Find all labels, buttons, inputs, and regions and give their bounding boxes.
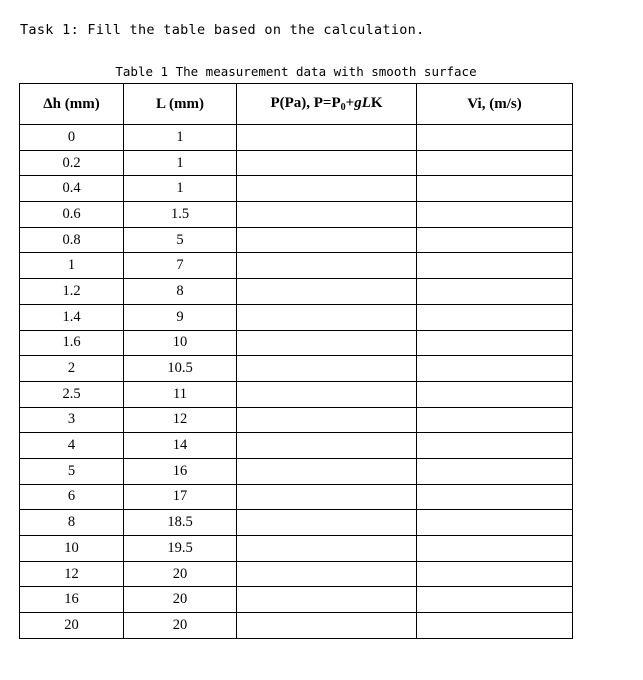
cell-length: 12 (124, 407, 237, 433)
cell-velocity[interactable] (417, 125, 573, 151)
table-row (20, 458, 573, 484)
table-row (20, 407, 573, 433)
cell-delta-h: 0.8 (20, 227, 124, 253)
cell-pressure[interactable] (237, 484, 417, 510)
cell-pressure[interactable] (237, 536, 417, 562)
cell-delta-h: 6 (20, 484, 124, 510)
table-row (20, 356, 573, 382)
header-pressure-subscript: 0 (340, 102, 346, 113)
cell-delta-h: 0.2 (20, 150, 124, 176)
cell-delta-h: 20 (20, 613, 124, 639)
cell-delta-h: 8 (20, 510, 124, 536)
cell-delta-h: 1 (20, 253, 124, 279)
cell-delta-h: 1.6 (20, 330, 124, 356)
cell-length: 20 (124, 587, 237, 613)
cell-length: 10.5 (124, 356, 237, 382)
cell-velocity[interactable] (417, 484, 573, 510)
cell-delta-h: 4 (20, 433, 124, 459)
cell-velocity[interactable] (417, 381, 573, 407)
cell-length: 16 (124, 458, 237, 484)
header-velocity: Vi, (m/s) (417, 84, 573, 125)
cell-delta-h: 0.4 (20, 176, 124, 202)
cell-length: 7 (124, 253, 237, 279)
header-pressure-italic: gL (354, 95, 371, 111)
cell-length: 8 (124, 279, 237, 305)
cell-delta-h: 2.5 (20, 381, 124, 407)
table-row (20, 536, 573, 562)
cell-velocity[interactable] (417, 253, 573, 279)
cell-velocity[interactable] (417, 356, 573, 382)
table-body (20, 125, 573, 639)
table-row (20, 330, 573, 356)
cell-pressure[interactable] (237, 433, 417, 459)
cell-delta-h: 1.2 (20, 279, 124, 305)
cell-pressure[interactable] (237, 125, 417, 151)
cell-velocity[interactable] (417, 458, 573, 484)
cell-delta-h: 12 (20, 561, 124, 587)
cell-pressure[interactable] (237, 253, 417, 279)
table-row (20, 561, 573, 587)
cell-pressure[interactable] (237, 176, 417, 202)
cell-length: 1 (124, 176, 237, 202)
cell-delta-h: 3 (20, 407, 124, 433)
cell-length: 1.5 (124, 202, 237, 228)
cell-pressure[interactable] (237, 330, 417, 356)
cell-pressure[interactable] (237, 304, 417, 330)
cell-velocity[interactable] (417, 150, 573, 176)
table-row (20, 381, 573, 407)
header-delta-h: Δh (mm) (20, 84, 124, 125)
cell-velocity[interactable] (417, 202, 573, 228)
header-pressure-prefix: P(Pa), P=P (270, 95, 341, 111)
cell-pressure[interactable] (237, 202, 417, 228)
cell-velocity[interactable] (417, 613, 573, 639)
cell-velocity[interactable] (417, 587, 573, 613)
cell-delta-h: 10 (20, 536, 124, 562)
cell-velocity[interactable] (417, 279, 573, 305)
cell-pressure[interactable] (237, 613, 417, 639)
cell-delta-h: 0 (20, 125, 124, 151)
cell-velocity[interactable] (417, 561, 573, 587)
cell-length: 11 (124, 381, 237, 407)
table-row (20, 279, 573, 305)
cell-length: 10 (124, 330, 237, 356)
cell-delta-h: 2 (20, 356, 124, 382)
header-pressure-plus: + (345, 95, 355, 111)
table-row (20, 253, 573, 279)
cell-delta-h: 1.4 (20, 304, 124, 330)
cell-pressure[interactable] (237, 381, 417, 407)
table-row (20, 150, 573, 176)
cell-pressure[interactable] (237, 587, 417, 613)
table-row (20, 613, 573, 639)
cell-velocity[interactable] (417, 407, 573, 433)
cell-pressure[interactable] (237, 150, 417, 176)
table-row (20, 176, 573, 202)
cell-delta-h: 5 (20, 458, 124, 484)
cell-length: 1 (124, 125, 237, 151)
table-row (20, 587, 573, 613)
cell-velocity[interactable] (417, 176, 573, 202)
table-row (20, 510, 573, 536)
cell-length: 20 (124, 561, 237, 587)
cell-length: 19.5 (124, 536, 237, 562)
cell-pressure[interactable] (237, 356, 417, 382)
cell-velocity[interactable] (417, 433, 573, 459)
table-caption: Table 1 The measurement data with smooth surface (115, 64, 477, 79)
cell-length: 5 (124, 227, 237, 253)
cell-pressure[interactable] (237, 279, 417, 305)
cell-length: 14 (124, 433, 237, 459)
measurement-table (19, 83, 573, 639)
cell-length: 18.5 (124, 510, 237, 536)
header-length: L (mm) (124, 84, 237, 125)
cell-velocity[interactable] (417, 536, 573, 562)
header-pressure (237, 84, 417, 125)
cell-pressure[interactable] (237, 561, 417, 587)
cell-delta-h: 16 (20, 587, 124, 613)
table-row (20, 125, 573, 151)
cell-velocity[interactable] (417, 304, 573, 330)
cell-pressure[interactable] (237, 458, 417, 484)
task-instruction: Task 1: Fill the table based on the calculation. (20, 22, 425, 38)
header-pressure-suffix: K (370, 95, 383, 111)
table-row (20, 433, 573, 459)
cell-length: 1 (124, 150, 237, 176)
table-row (20, 227, 573, 253)
table-row (20, 202, 573, 228)
cell-pressure[interactable] (237, 407, 417, 433)
cell-length: 9 (124, 304, 237, 330)
cell-pressure[interactable] (237, 510, 417, 536)
cell-velocity[interactable] (417, 330, 573, 356)
cell-length: 17 (124, 484, 237, 510)
cell-velocity[interactable] (417, 510, 573, 536)
cell-velocity[interactable] (417, 227, 573, 253)
table-row (20, 484, 573, 510)
cell-pressure[interactable] (237, 227, 417, 253)
cell-length: 20 (124, 613, 237, 639)
cell-delta-h: 0.6 (20, 202, 124, 228)
table-row (20, 304, 573, 330)
table-header-row (20, 84, 573, 125)
